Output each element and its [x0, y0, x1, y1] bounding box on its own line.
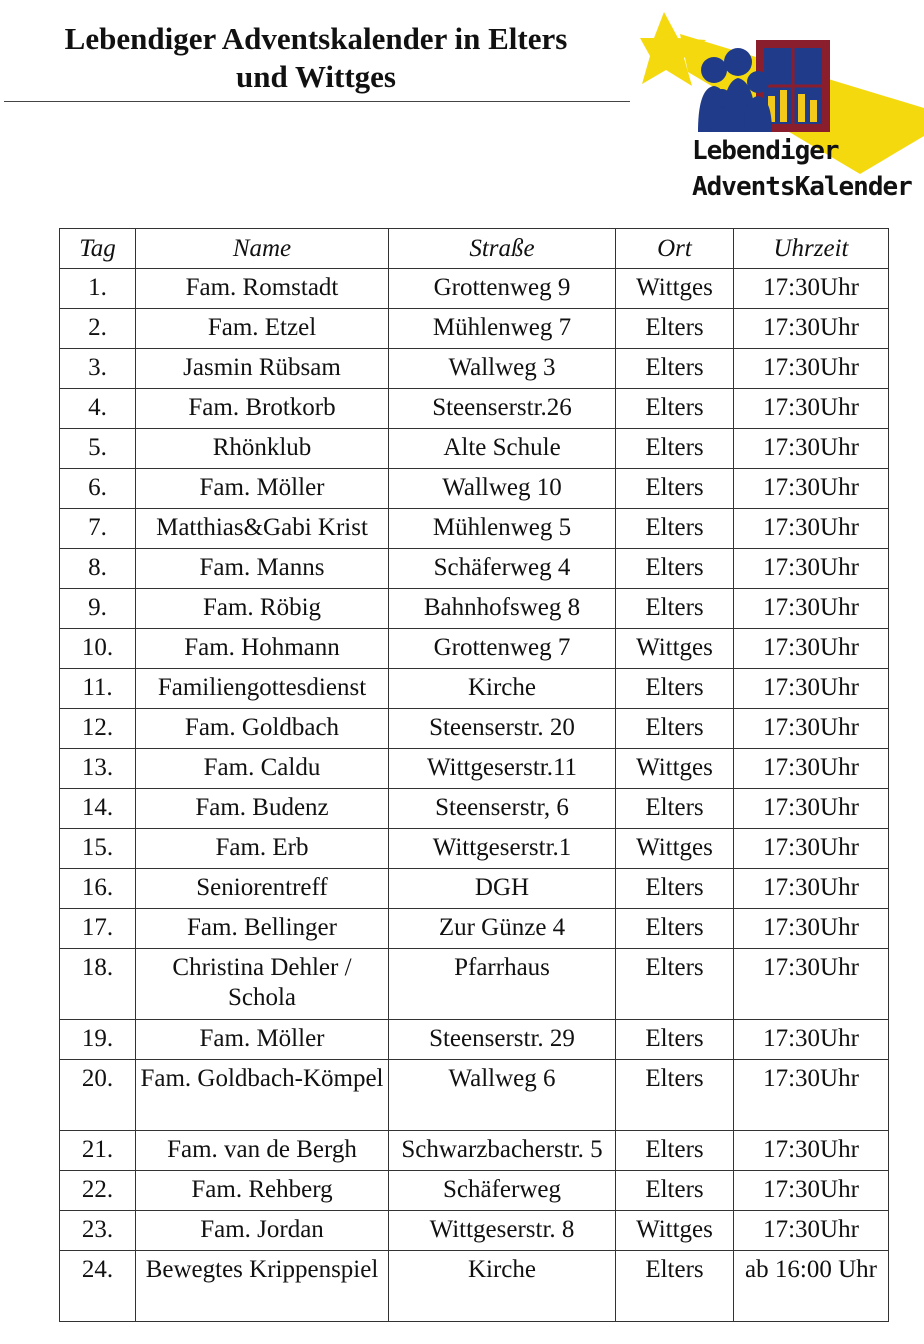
cell-uhrzeit: 17:30Uhr — [734, 349, 889, 389]
page-title-line1: Lebendiger Adventskalender in Elters — [64, 21, 568, 56]
cell-name: Fam. Möller — [136, 1020, 389, 1060]
table-row — [60, 589, 889, 629]
cell-name: Fam. Romstadt — [136, 269, 389, 309]
cell-name: Fam. Möller — [136, 469, 389, 509]
cell-strasse: Mühlenweg 7 — [389, 309, 616, 349]
cell-ort: Elters — [616, 349, 734, 389]
table-row — [60, 269, 889, 309]
cell-uhrzeit: 17:30Uhr — [734, 1131, 889, 1171]
table-row — [60, 829, 889, 869]
cell-uhrzeit: 17:30Uhr — [734, 789, 889, 829]
table-header-row — [60, 229, 889, 269]
table-row — [60, 429, 889, 469]
cell-strasse: Zur Günze 4 — [389, 909, 616, 949]
cell-strasse: Wittgeserstr.11 — [389, 749, 616, 789]
cell-tag: 6. — [60, 469, 136, 509]
cell-tag: 18. — [60, 949, 136, 1020]
logo-text-line2: AdventsKalender — [692, 172, 912, 202]
header-uhrzeit: Uhrzeit — [734, 229, 889, 269]
cell-uhrzeit: ab 16:00 Uhr — [734, 1251, 889, 1322]
cell-ort: Elters — [616, 509, 734, 549]
cell-name: Fam. Etzel — [136, 309, 389, 349]
cell-strasse: Wallweg 6 — [389, 1060, 616, 1131]
cell-ort: Elters — [616, 669, 734, 709]
cell-strasse: Grottenweg 9 — [389, 269, 616, 309]
cell-strasse: Wittgeserstr.1 — [389, 829, 616, 869]
cell-ort: Elters — [616, 1060, 734, 1131]
cell-name: Christina Dehler / Schola — [136, 949, 389, 1020]
cell-ort: Elters — [616, 1131, 734, 1171]
cell-name: Fam. Rehberg — [136, 1171, 389, 1211]
cell-uhrzeit: 17:30Uhr — [734, 509, 889, 549]
cell-tag: 14. — [60, 789, 136, 829]
cell-ort: Wittges — [616, 269, 734, 309]
cell-uhrzeit: 17:30Uhr — [734, 709, 889, 749]
header-strasse: Straße — [389, 229, 616, 269]
cell-uhrzeit: 17:30Uhr — [734, 469, 889, 509]
table-row — [60, 549, 889, 589]
table-row — [60, 469, 889, 509]
cell-strasse: Bahnhofsweg 8 — [389, 589, 616, 629]
cell-ort: Elters — [616, 909, 734, 949]
cell-name: Fam. Manns — [136, 549, 389, 589]
cell-tag: 8. — [60, 549, 136, 589]
page-title-line2: und Wittges — [236, 59, 396, 94]
cell-strasse: Steenserstr.26 — [389, 389, 616, 429]
cell-name: Fam. Budenz — [136, 789, 389, 829]
cell-ort: Elters — [616, 789, 734, 829]
table-row — [60, 309, 889, 349]
table-row — [60, 1060, 889, 1131]
cell-name: Rhönklub — [136, 429, 389, 469]
cell-uhrzeit: 17:30Uhr — [734, 429, 889, 469]
cell-name: Fam. Hohmann — [136, 629, 389, 669]
table-row — [60, 869, 889, 909]
advent-schedule-table — [59, 228, 889, 1322]
cell-name: Fam. Goldbach-Kömpel — [136, 1060, 389, 1131]
cell-ort: Elters — [616, 1171, 734, 1211]
cell-uhrzeit: 17:30Uhr — [734, 869, 889, 909]
cell-uhrzeit: 17:30Uhr — [734, 389, 889, 429]
table-row — [60, 629, 889, 669]
cell-name: Fam. Erb — [136, 829, 389, 869]
cell-name: Fam. Caldu — [136, 749, 389, 789]
cell-ort: Elters — [616, 949, 734, 1020]
cell-name: Fam. Röbig — [136, 589, 389, 629]
cell-tag: 22. — [60, 1171, 136, 1211]
table-row — [60, 789, 889, 829]
table-row — [60, 709, 889, 749]
cell-uhrzeit: 17:30Uhr — [734, 589, 889, 629]
cell-ort: Elters — [616, 469, 734, 509]
cell-tag: 3. — [60, 349, 136, 389]
cell-ort: Elters — [616, 429, 734, 469]
header-tag: Tag — [60, 229, 136, 269]
cell-tag: 21. — [60, 1131, 136, 1171]
cell-strasse: Wallweg 10 — [389, 469, 616, 509]
cell-tag: 20. — [60, 1060, 136, 1131]
cell-name: Fam. Brotkorb — [136, 389, 389, 429]
cell-uhrzeit: 17:30Uhr — [734, 1171, 889, 1211]
table-row — [60, 1211, 889, 1251]
table-row — [60, 1171, 889, 1211]
table-row — [60, 1020, 889, 1060]
cell-tag: 7. — [60, 509, 136, 549]
cell-name: Familiengottesdienst — [136, 669, 389, 709]
cell-uhrzeit: 17:30Uhr — [734, 1060, 889, 1131]
cell-uhrzeit: 17:30Uhr — [734, 1211, 889, 1251]
advent-calendar-logo — [640, 4, 924, 216]
cell-tag: 5. — [60, 429, 136, 469]
cell-strasse: Mühlenweg 5 — [389, 509, 616, 549]
cell-ort: Wittges — [616, 749, 734, 789]
cell-strasse: DGH — [389, 869, 616, 909]
table-row — [60, 1251, 889, 1322]
cell-uhrzeit: 17:30Uhr — [734, 1020, 889, 1060]
cell-strasse: Grottenweg 7 — [389, 629, 616, 669]
cell-strasse: Steenserstr, 6 — [389, 789, 616, 829]
cell-tag: 4. — [60, 389, 136, 429]
table-row — [60, 749, 889, 789]
cell-tag: 23. — [60, 1211, 136, 1251]
cell-uhrzeit: 17:30Uhr — [734, 949, 889, 1020]
cell-name: Matthias&Gabi Krist — [136, 509, 389, 549]
cell-ort: Wittges — [616, 629, 734, 669]
cell-ort: Elters — [616, 589, 734, 629]
cell-tag: 15. — [60, 829, 136, 869]
cell-name: Seniorentreff — [136, 869, 389, 909]
cell-ort: Wittges — [616, 829, 734, 869]
cell-ort: Elters — [616, 549, 734, 589]
cell-uhrzeit: 17:30Uhr — [734, 909, 889, 949]
cell-strasse: Wallweg 3 — [389, 349, 616, 389]
cell-tag: 9. — [60, 589, 136, 629]
cell-tag: 17. — [60, 909, 136, 949]
cell-uhrzeit: 17:30Uhr — [734, 549, 889, 589]
cell-strasse: Kirche — [389, 669, 616, 709]
cell-strasse: Schäferweg — [389, 1171, 616, 1211]
cell-tag: 13. — [60, 749, 136, 789]
cell-tag: 1. — [60, 269, 136, 309]
cell-tag: 16. — [60, 869, 136, 909]
cell-ort: Elters — [616, 709, 734, 749]
table-row — [60, 1131, 889, 1171]
cell-ort: Elters — [616, 389, 734, 429]
table-row — [60, 669, 889, 709]
cell-name: Bewegtes Krippenspiel — [136, 1251, 389, 1322]
cell-name: Fam. Bellinger — [136, 909, 389, 949]
cell-uhrzeit: 17:30Uhr — [734, 629, 889, 669]
cell-ort: Elters — [616, 1020, 734, 1060]
cell-tag: 19. — [60, 1020, 136, 1060]
cell-tag: 12. — [60, 709, 136, 749]
cell-ort: Wittges — [616, 1211, 734, 1251]
cell-uhrzeit: 17:30Uhr — [734, 669, 889, 709]
cell-ort: Elters — [616, 309, 734, 349]
table-row — [60, 909, 889, 949]
cell-strasse: Steenserstr. 20 — [389, 709, 616, 749]
cell-strasse: Pfarrhaus — [389, 949, 616, 1020]
cell-strasse: Alte Schule — [389, 429, 616, 469]
cell-tag: 2. — [60, 309, 136, 349]
cell-strasse: Kirche — [389, 1251, 616, 1322]
cell-name: Fam. Goldbach — [136, 709, 389, 749]
cell-uhrzeit: 17:30Uhr — [734, 749, 889, 789]
cell-ort: Elters — [616, 869, 734, 909]
cell-strasse: Schäferweg 4 — [389, 549, 616, 589]
cell-tag: 24. — [60, 1251, 136, 1322]
table-row — [60, 509, 889, 549]
cell-uhrzeit: 17:30Uhr — [734, 829, 889, 869]
title-underline — [4, 101, 630, 102]
cell-name: Fam. Jordan — [136, 1211, 389, 1251]
header-ort: Ort — [616, 229, 734, 269]
table-row — [60, 389, 889, 429]
cell-tag: 11. — [60, 669, 136, 709]
page-title — [4, 20, 628, 96]
cell-ort: Elters — [616, 1251, 734, 1322]
header-name: Name — [136, 229, 389, 269]
cell-tag: 10. — [60, 629, 136, 669]
table-body — [60, 269, 889, 1322]
table-row — [60, 949, 889, 1020]
cell-strasse: Schwarzbacherstr. 5 — [389, 1131, 616, 1171]
cell-uhrzeit: 17:30Uhr — [734, 309, 889, 349]
table-row — [60, 349, 889, 389]
cell-uhrzeit: 17:30Uhr — [734, 269, 889, 309]
cell-strasse: Steenserstr. 29 — [389, 1020, 616, 1060]
cell-name: Jasmin Rübsam — [136, 349, 389, 389]
cell-name: Fam. van de Bergh — [136, 1131, 389, 1171]
cell-strasse: Wittgeserstr. 8 — [389, 1211, 616, 1251]
logo-text-line1: Lebendiger — [692, 136, 839, 166]
